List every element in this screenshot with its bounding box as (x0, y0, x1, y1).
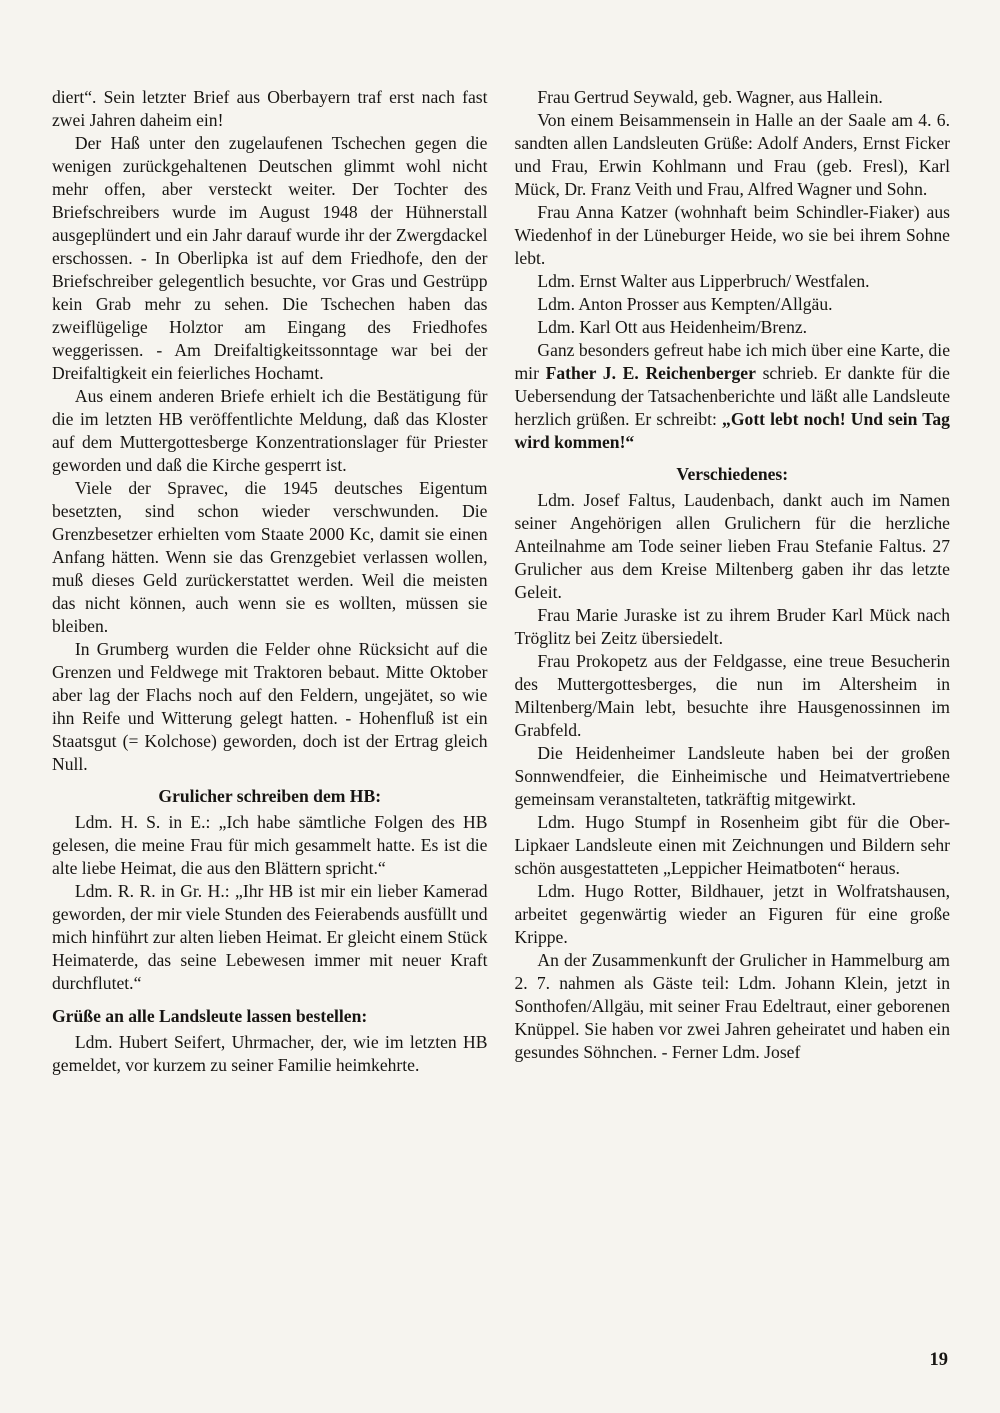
text-run: diert“. Sein letzter Brief aus Oberbayern traf erst nach fast zwei Jahren daheim ein! (52, 87, 488, 130)
paragraph (515, 316, 951, 339)
text-run: Ldm. H. S. in E.: „Ich habe sämtliche Folgen des HB gelesen, die meine Frau für mich gesammelt hatte. Es ist die alte liebe Heimat, die aus den Blättern spricht.“ (52, 812, 488, 878)
paragraph (515, 339, 951, 454)
text-run: Ldm. R. R. in Gr. H.: „Ihr HB ist mir ein lieber Kamerad geworden, der mir viele Stunden des Feierabends ausfüllt und mich hinführt zur alten lieben Heimat. Er gleicht einem Stück Heimaterde, das seine Lebewesen immer mit neuer Kraft durchflutet.“ (52, 881, 488, 993)
text-run: Grulicher schreiben dem HB: (158, 786, 382, 806)
page-number: 19 (929, 1350, 948, 1370)
text-run: Grüße an alle Landsleute lassen bestellen: (52, 1006, 368, 1026)
paragraph (515, 604, 951, 650)
section-heading (52, 1005, 488, 1028)
paragraph (52, 385, 488, 477)
paragraph (52, 880, 488, 995)
text-run: Von einem Beisammensein in Halle an der Saale am 4. 6. sandten allen Landsleuten Grüße: Adolf Anders, Ernst Ficker und Frau, Erwin Kohlmann und Frau (geb. Fresl), Karl Mück, Dr. Franz Veith und Frau, Alfred Wagner und Sohn. (514, 110, 950, 199)
text-run: Frau Marie Juraske ist zu ihrem Bruder Karl Mück nach Tröglitz bei Zeitz übersiedelt. (514, 605, 950, 648)
text-run: schrieb. Er dankte für die Uebersendung der Tatsachenberichte und läßt alle Landsleute herzlich grüßen. Er schreibt: (514, 363, 950, 429)
paragraph (515, 86, 951, 109)
text-run: Der Haß unter den zugelaufenen Tschechen gegen die wenigen zurückgehaltenen Deutschen glimmt wohl nicht mehr offen, aber versteckt weiter. Der Tochter des Briefschreibers wurde im August 1948 der Hühnerstall ausgeplündert und ein Jahr darauf wurde ihr der Zwergdackel erschossen. - In Oberlipka ist auf dem Friedhofe, den der Briefschreiber gelegentlich besuchte, vor Gras und Gestrüpp kein Grab mehr zu sehen. Die Tschechen haben das zweiflügelige Holztor am Eingang des Friedhofes weggerissen. - Am Dreifaltigkeitssonntage war bei der Dreifaltigkeit ein feierliches Hochamt. (52, 133, 488, 383)
text-run: Ganz besonders gefreut habe ich mich über eine Karte, die mir (514, 340, 950, 383)
paragraph (515, 270, 951, 293)
paragraph (52, 86, 488, 132)
text-run: Verschiedenes: (676, 464, 789, 484)
text-run: Viele der Spravec, die 1945 deutsches Eigentum besetzten, sind schon wieder verschwunden. Die Grenzbesetzer erhielten vom Staate 2000 Kc, damit sie einen Anfang hätten. Wenn sie das Grenzgebiet verlassen wollen, muß dieses Geld zurückerstattet werden. Weil die meisten das nicht können, auch wenn sie es wollten, müssen sie bleiben. (52, 478, 488, 636)
text-run: Ldm. Anton Prosser aus Kempten/Allgäu. (537, 294, 833, 314)
column-right (515, 86, 951, 1077)
paragraph (515, 811, 951, 880)
paragraph (52, 477, 488, 638)
text-run: Father J. E. Reichenberger (545, 363, 756, 383)
paragraph (515, 109, 951, 201)
text-run: „Gott lebt noch! Und sein Tag wird kommen!“ (514, 409, 950, 452)
paragraph (515, 949, 951, 1064)
paragraph (515, 489, 951, 604)
text-run: Aus einem anderen Briefe erhielt ich die Bestätigung für die im letzten HB veröffentlichte Meldung, daß das Kloster auf dem Muttergottesberge Konzentrationslager für Priester geworden und daß die Kirche gesperrt ist. (52, 386, 488, 475)
text-run: An der Zusammenkunft der Grulicher in Hammelburg am 2. 7. nahmen als Gäste teil: Ldm. Johann Klein, jetzt in Sonthofen/Allgäu, mit seiner Frau Edeltraut, einer geborenen Knüppel. Sie haben vor zwei Jahren geheiratet und haben ein gesundes Söhnchen. - Ferner Ldm. Josef (514, 950, 950, 1062)
text-run: Die Heidenheimer Landsleute haben bei der großen Sonnwendfeier, die Einheimische und Heimatvertriebene gemeinsam veranstalteten, tatkräftig mitgewirkt. (514, 743, 950, 809)
paragraph (515, 293, 951, 316)
section-heading (52, 785, 488, 808)
paragraph (515, 650, 951, 742)
text-run: Ldm. Karl Ott aus Heidenheim/Brenz. (537, 317, 808, 337)
text-run: Frau Anna Katzer (wohnhaft beim Schindler-Fiaker) aus Wiedenhof in der Lüneburger Heide, wo sie bei ihrem Sohne lebt. (514, 202, 950, 268)
paragraph (52, 1031, 488, 1077)
text-run: Ldm. Josef Faltus, Laudenbach, dankt auch im Namen seiner Angehörigen allen Grulichern für die herzliche Anteilnahme am Tode seiner lieben Frau Stefanie Faltus. 27 Grulicher aus dem Kreise Miltenberg gaben ihr das letzte Geleit. (514, 490, 950, 602)
text-run: Ldm. Ernst Walter aus Lipperbruch/ Westfalen. (537, 271, 870, 291)
text-run: Ldm. Hugo Rotter, Bildhauer, jetzt in Wolfratshausen, arbeitet gegenwärtig wieder an Figuren für eine große Krippe. (514, 881, 950, 947)
text-run: Frau Prokopetz aus der Feldgasse, eine treue Besucherin des Muttergottesberges, die nun im Altersheim in Miltenberg/Main lebt, besuchte ihre Hausgenossinnen im Grabfeld. (514, 651, 950, 740)
section-heading (515, 463, 951, 486)
column-left (52, 86, 488, 1077)
text-run: Frau Gertrud Seywald, geb. Wagner, aus Hallein. (537, 87, 883, 107)
paragraph (52, 811, 488, 880)
text-run: In Grumberg wurden die Felder ohne Rücksicht auf die Grenzen und Feldwege mit Traktoren bebaut. Mitte Oktober aber lag der Flachs noch auf den Feldern, ungejätet, so wie ihn Reife und Witterung gelegt hatten. - Hohenfluß ist ein Staatsgut (= Kolchose) geworden, doch ist der Ertrag gleich Null. (52, 639, 488, 774)
paragraph (52, 132, 488, 385)
paragraph (52, 638, 488, 776)
paragraph (515, 880, 951, 949)
paragraph (515, 742, 951, 811)
text-run: Ldm. Hubert Seifert, Uhrmacher, der, wie im letzten HB gemeldet, vor kurzem zu seiner Familie heimkehrte. (52, 1032, 488, 1075)
paragraph (515, 201, 951, 270)
text-run: Ldm. Hugo Stumpf in Rosenheim gibt für die Ober-Lipkaer Landsleute einen mit Zeichnungen und Bildern sehr schön ausgestatteten „Leppicher Heimatboten“ heraus. (514, 812, 950, 878)
